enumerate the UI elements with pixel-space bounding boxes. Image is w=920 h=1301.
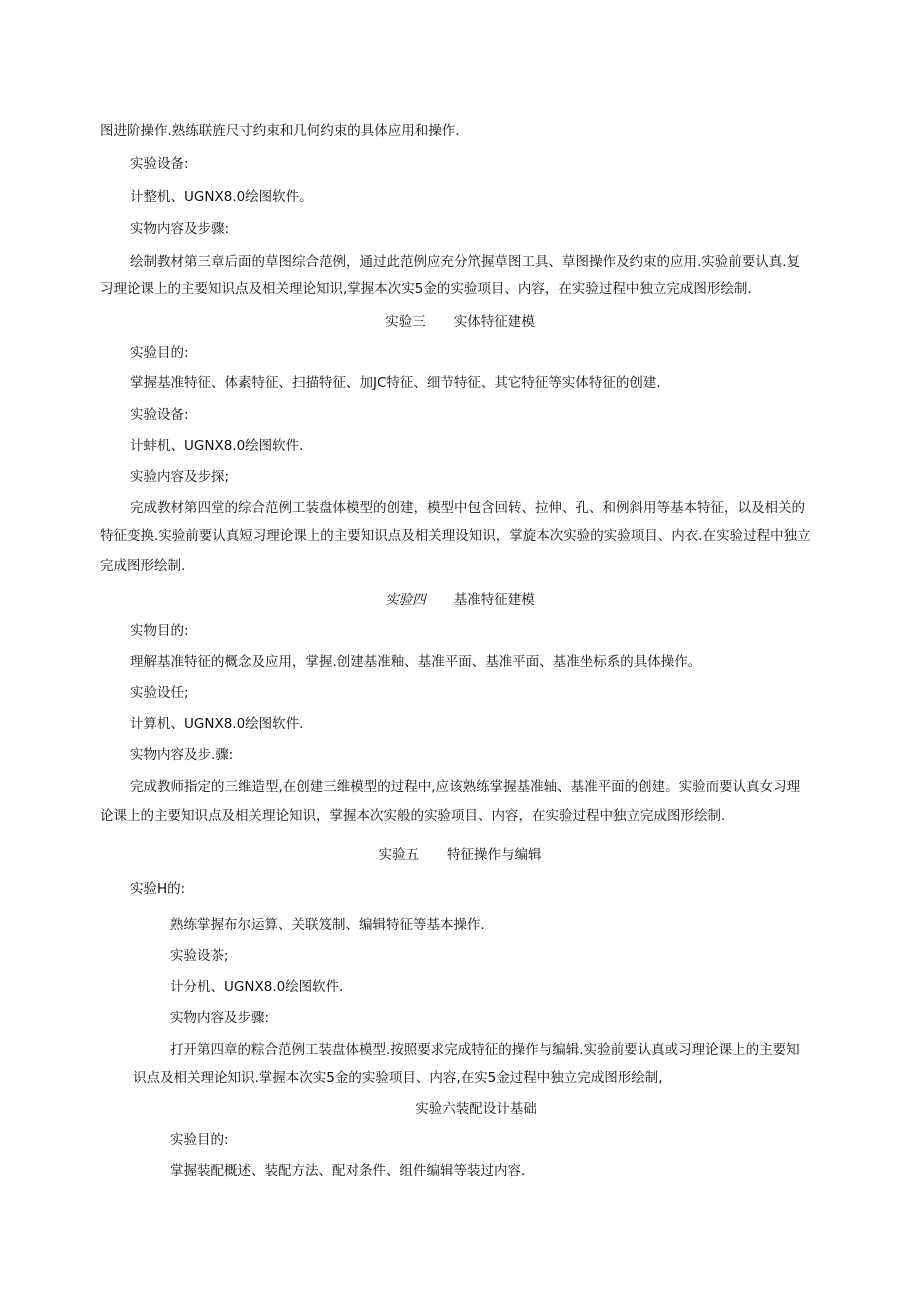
paragraph-line: 掌握基准特征、体素特征、扫描特征、加JC特征、细节特征、其它特征等实体特征的创建. <box>130 375 661 391</box>
section-label: 实验设备: <box>130 156 189 172</box>
paragraph-line: 理解基准特征的概念及应用，掌握.创建基准釉、基准平面、基准平面、基准坐标系的具体操作。 <box>130 654 702 670</box>
experiment-number: 实验三 <box>385 314 426 330</box>
section-label: 实验H的: <box>130 881 186 897</box>
paragraph-line: 计蚌机、UGNX8.0绘图软件. <box>130 438 304 454</box>
experiment-heading: 实验六装配设计基础 <box>415 1101 537 1117</box>
experiment-heading <box>0 312 920 332</box>
paragraph-line: 图进阶操作.熟练联旌尺寸约束和几何约束的具体应用和操作. <box>100 123 460 139</box>
experiment-heading <box>0 845 920 865</box>
paragraph-line: 论课上的主要知识点及相关理论知识，掌握本次实般的实验项目、内容，在实验过程中独立完成图形绘制. <box>100 808 726 824</box>
section-label: 实物目的: <box>130 623 189 639</box>
paragraph-line: 习理论课上的主要知识点及相关理论知识,掌握本次实5金的实验项目、内容，在实验过程中独立完成图形绘制. <box>100 281 752 297</box>
paragraph-line: 计整机、UGNX8.0绘图软件。 <box>130 189 313 205</box>
paragraph-line: 熟练掌握布尔运算、关联笈制、编辑特征等基本操作. <box>170 917 485 933</box>
paragraph-line: 打开第四章的粽合范例工装盘体模型.按照要求完成特征的操作与编辑.实验前要认真或习理论课上的主要知 <box>170 1042 800 1058</box>
paragraph-line: 掌握装配概述、装配方法、配对条件、组件编辑等装过内容. <box>170 1163 526 1179</box>
section-label: 实验目的: <box>170 1132 229 1148</box>
experiment-title: 基准特征建模 <box>453 592 535 608</box>
experiment-title: 实体特征建模 <box>453 314 535 330</box>
paragraph-line: 完成教师指定的三维造型,在创建三维模型的过程中,应该熟练掌握基准轴、基准平面的创建。实验而要认真女习理 <box>130 779 801 795</box>
section-label: 实物内容及步骤: <box>130 221 230 237</box>
paragraph-line: 计算机、UGNX8.0绘图软件. <box>130 716 304 732</box>
paragraph-line: 完成教材第四堂的综合范例工装盘体模型的创建，模型中包含回转、拉伸、孔、和例斜用等基本特征，以及相关的 <box>130 500 805 516</box>
section-label: 实验设茶; <box>170 948 229 964</box>
section-label: 实验设备: <box>130 407 189 423</box>
paragraph-line: 绘制教材第三章后面的草图综合范例，通过此范例应充分笊握草图工具、草图操作及约束的应用.实验前要认真.复 <box>130 254 801 270</box>
section-label: 实验设任; <box>130 685 189 701</box>
paragraph-line: 特征变换.实验前要认真短习理论课上的主要知识点及相关理设知识，掌旋本次实验的实验项目、内衣.在实验过程中独立 <box>100 528 811 544</box>
section-label: 实验内容及步探; <box>130 469 230 485</box>
paragraph-line: 计分机、UGNX8.0绘图软件. <box>170 979 344 995</box>
section-label: 实物内容及步骤: <box>170 1010 270 1026</box>
experiment-heading <box>0 590 920 610</box>
section-label: 实物内容及步.骤: <box>130 747 234 763</box>
paragraph-line: 识点及相关理论知识.掌握本次实5金的实验项目、内容,在实5金过程中独立完成图形绘制, <box>133 1070 663 1086</box>
paragraph-line: 完成图形绘制. <box>100 558 186 574</box>
experiment-number: 实验四 <box>385 592 426 608</box>
experiment-number: 实验五 <box>378 847 419 863</box>
section-label: 实验目的: <box>130 345 189 361</box>
experiment-title: 特征操作与编辑 <box>447 847 542 863</box>
